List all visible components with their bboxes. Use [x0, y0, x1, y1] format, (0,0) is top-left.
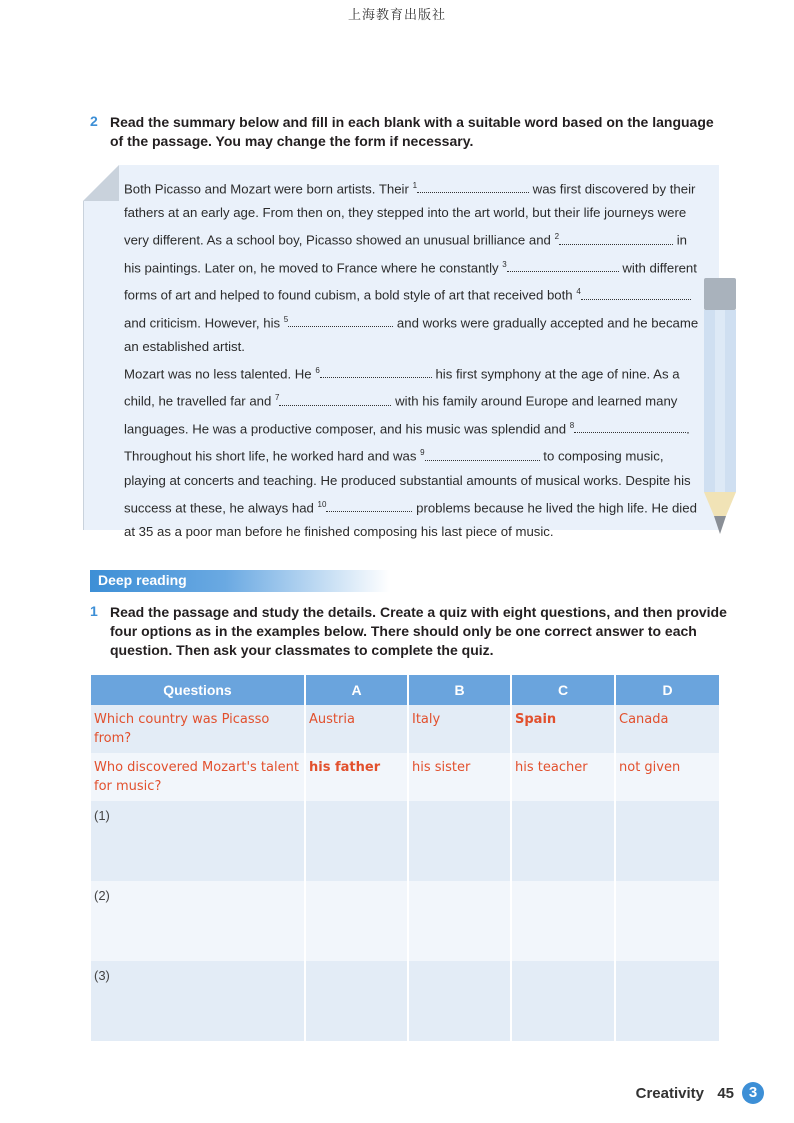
pencil-wood	[704, 492, 736, 516]
summary-paragraph-mozart: Mozart was no less talented. He $^6$ his first symphony at the age of nine. As a child, he travelled far and $^7$ with his family around Europe and learned many languages. He was a productive composer, and his music was splendid and $^8$ . Throughout his short life, he worked hard and was $^9$ to composing music, playing at concerts and teaching. He produced substantial amounts of musical works. Despite his success at these, he always had $^{10}$ problems because he lived the high life. He died at 35 as a poor man before he finished composing his last piece of music.	[124, 365, 697, 539]
option-b-input[interactable]	[408, 961, 511, 1041]
header-questions: Questions	[91, 675, 305, 705]
option-c-cell-correct: Spain	[511, 705, 615, 753]
task-1	[90, 603, 730, 660]
summary-paragraph-picasso: Both Picasso and Mozart were born artists. Their $^1$ was first discovered by their fathers at an early age. From then on, they stepped into the art world, but their life journeys were very different. As a school boy, Picasso showed an unusual brilliance and $^2$ in his paintings. Later on, he moved to France where he constantly $^3$ with different forms of art and helped to found cubism, a bold style of art that received both $^4$ and criticism. However, his $^5$ and works were gradually accepted and he became an established artist.	[124, 181, 699, 354]
option-a-cell-correct: his father	[305, 753, 408, 801]
blank-8[interactable]	[574, 419, 686, 433]
option-d-cell: not given	[615, 753, 719, 801]
option-c-cell: his teacher	[511, 753, 615, 801]
question-cell: Who discovered Mozart's talent for music?	[91, 753, 305, 801]
option-a-input[interactable]	[305, 961, 408, 1041]
summary-text	[124, 174, 702, 544]
option-b-cell: his sister	[408, 753, 511, 801]
blank-1[interactable]	[417, 179, 529, 193]
header-d: D	[615, 675, 719, 705]
task-2-number: 2	[90, 113, 98, 129]
task-2-instruction: Read the summary below and fill in each blank with a suitable word based on the language of the passage. You may change the form if necessary.	[110, 114, 714, 149]
question-input-1[interactable]: (1)	[91, 801, 305, 881]
deep-reading-title: Deep reading	[98, 572, 187, 588]
page-footer	[600, 1082, 770, 1106]
header-b: B	[408, 675, 511, 705]
quiz-blank-row	[91, 881, 719, 961]
quiz-header-row	[91, 675, 719, 705]
blank-4[interactable]	[581, 286, 691, 300]
question-cell: Which country was Picasso from?	[91, 705, 305, 753]
header-a: A	[305, 675, 408, 705]
page-number: 45	[717, 1085, 734, 1102]
summary-box-edge	[83, 201, 84, 530]
option-d-input[interactable]	[615, 881, 719, 961]
task-1-instruction: Read the passage and study the details. Create a quiz with eight questions, and then provide four options as in the examples below. There should only be one correct answer to each question. Then ask your classmates to complete the quiz.	[110, 604, 727, 658]
unit-title: Creativity	[635, 1085, 704, 1102]
header-c: C	[511, 675, 615, 705]
blank-9[interactable]	[425, 447, 540, 461]
option-d-cell: Canada	[615, 705, 719, 753]
blank-7[interactable]	[279, 392, 391, 406]
quiz-table	[91, 675, 719, 1041]
blank-6[interactable]	[320, 364, 432, 378]
question-input-3[interactable]: (3)	[91, 961, 305, 1041]
task-2	[90, 113, 730, 151]
pencil-tip	[714, 516, 726, 534]
option-c-input[interactable]	[511, 881, 615, 961]
task-1-number: 1	[90, 603, 98, 619]
option-d-input[interactable]	[615, 801, 719, 881]
quiz-example-row	[91, 753, 719, 801]
publisher-header: 上海教育出版社	[347, 8, 446, 23]
pencil-decoration	[704, 278, 736, 536]
option-b-input[interactable]	[408, 881, 511, 961]
quiz-blank-row	[91, 961, 719, 1041]
option-b-cell: Italy	[408, 705, 511, 753]
pencil-stripe	[715, 310, 725, 492]
pencil-eraser	[704, 278, 736, 310]
option-c-input[interactable]	[511, 961, 615, 1041]
blank-5[interactable]	[288, 313, 393, 327]
option-a-cell: Austria	[305, 705, 408, 753]
blank-10[interactable]	[326, 498, 412, 512]
blank-2[interactable]	[559, 231, 673, 245]
option-c-input[interactable]	[511, 801, 615, 881]
unit-number-badge: 3	[742, 1082, 764, 1104]
quiz-blank-row	[91, 801, 719, 881]
blank-3[interactable]	[507, 258, 619, 272]
question-input-2[interactable]: (2)	[91, 881, 305, 961]
page-corner-fold	[83, 165, 119, 201]
option-a-input[interactable]	[305, 881, 408, 961]
option-a-input[interactable]	[305, 801, 408, 881]
option-d-input[interactable]	[615, 961, 719, 1041]
option-b-input[interactable]	[408, 801, 511, 881]
quiz-example-row	[91, 705, 719, 753]
